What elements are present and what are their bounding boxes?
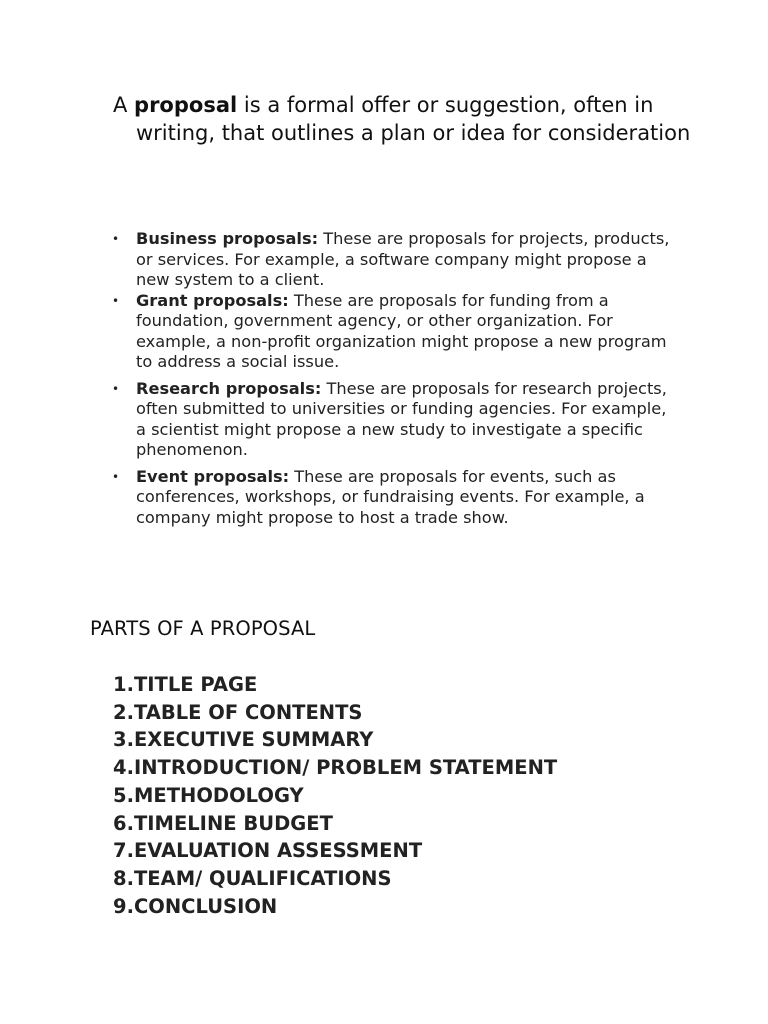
- type-lead: Research proposals:: [136, 378, 322, 398]
- proposal-definition: [113, 92, 706, 147]
- list-item: 2.TABLE OF CONTENTS: [113, 700, 363, 724]
- list-item: 9.CONCLUSION: [113, 894, 278, 918]
- type-lead: Event proposals:: [136, 466, 290, 486]
- type-lead: Business proposals:: [136, 229, 319, 248]
- parts-heading: PARTS OF A PROPOSAL: [90, 617, 316, 640]
- bullet-icon: •: [112, 381, 120, 396]
- list-item: 6.TIMELINE BUDGET: [113, 811, 333, 835]
- definition-term: proposal: [134, 93, 238, 117]
- bullet-icon: •: [112, 293, 120, 308]
- list-item: 5.METHODOLOGY: [113, 783, 304, 807]
- type-text: These are proposals for funding from a foundation, government agency, or other organization. For example, a non-profit organization might propose a new program to address a social issue.: [136, 290, 667, 371]
- type-text: These are proposals for events, such as conferences, workshops, or fundraising events. For example, a company might propose to host a trade show.: [136, 466, 645, 527]
- list-item: 1.TITLE PAGE: [113, 673, 258, 696]
- list-item: 3.EXECUTIVE SUMMARY: [113, 728, 374, 752]
- list-item: 8.TEAM/ QUALIFICATIONS: [113, 866, 392, 890]
- type-lead: Grant proposals:: [136, 290, 289, 310]
- definition-prefix: A: [113, 93, 135, 117]
- definition-text: is a formal offer or suggestion, often in writing, that outlines a plan or idea for consideration: [136, 93, 691, 145]
- type-text: These are proposals for research projects, often submitted to universities or funding agencies. For example, a scientist might propose a new study to investigate a specific phenomenon.: [136, 378, 667, 459]
- list-item: 7.EVALUATION ASSESSMENT: [113, 839, 423, 863]
- list-item: [112, 466, 681, 529]
- list-item: [112, 229, 681, 291]
- proposal-types-list: [112, 229, 681, 528]
- list-item: [112, 378, 681, 461]
- bullet-icon: •: [112, 232, 120, 246]
- list-item: [112, 290, 681, 373]
- list-item: 4.INTRODUCTION/ PROBLEM STATEMENT: [113, 756, 558, 780]
- parts-list: [113, 671, 557, 920]
- type-text: These are proposals for projects, products, or services. For example, a software company might propose a new system to a client.: [136, 229, 670, 289]
- bullet-icon: •: [112, 469, 120, 484]
